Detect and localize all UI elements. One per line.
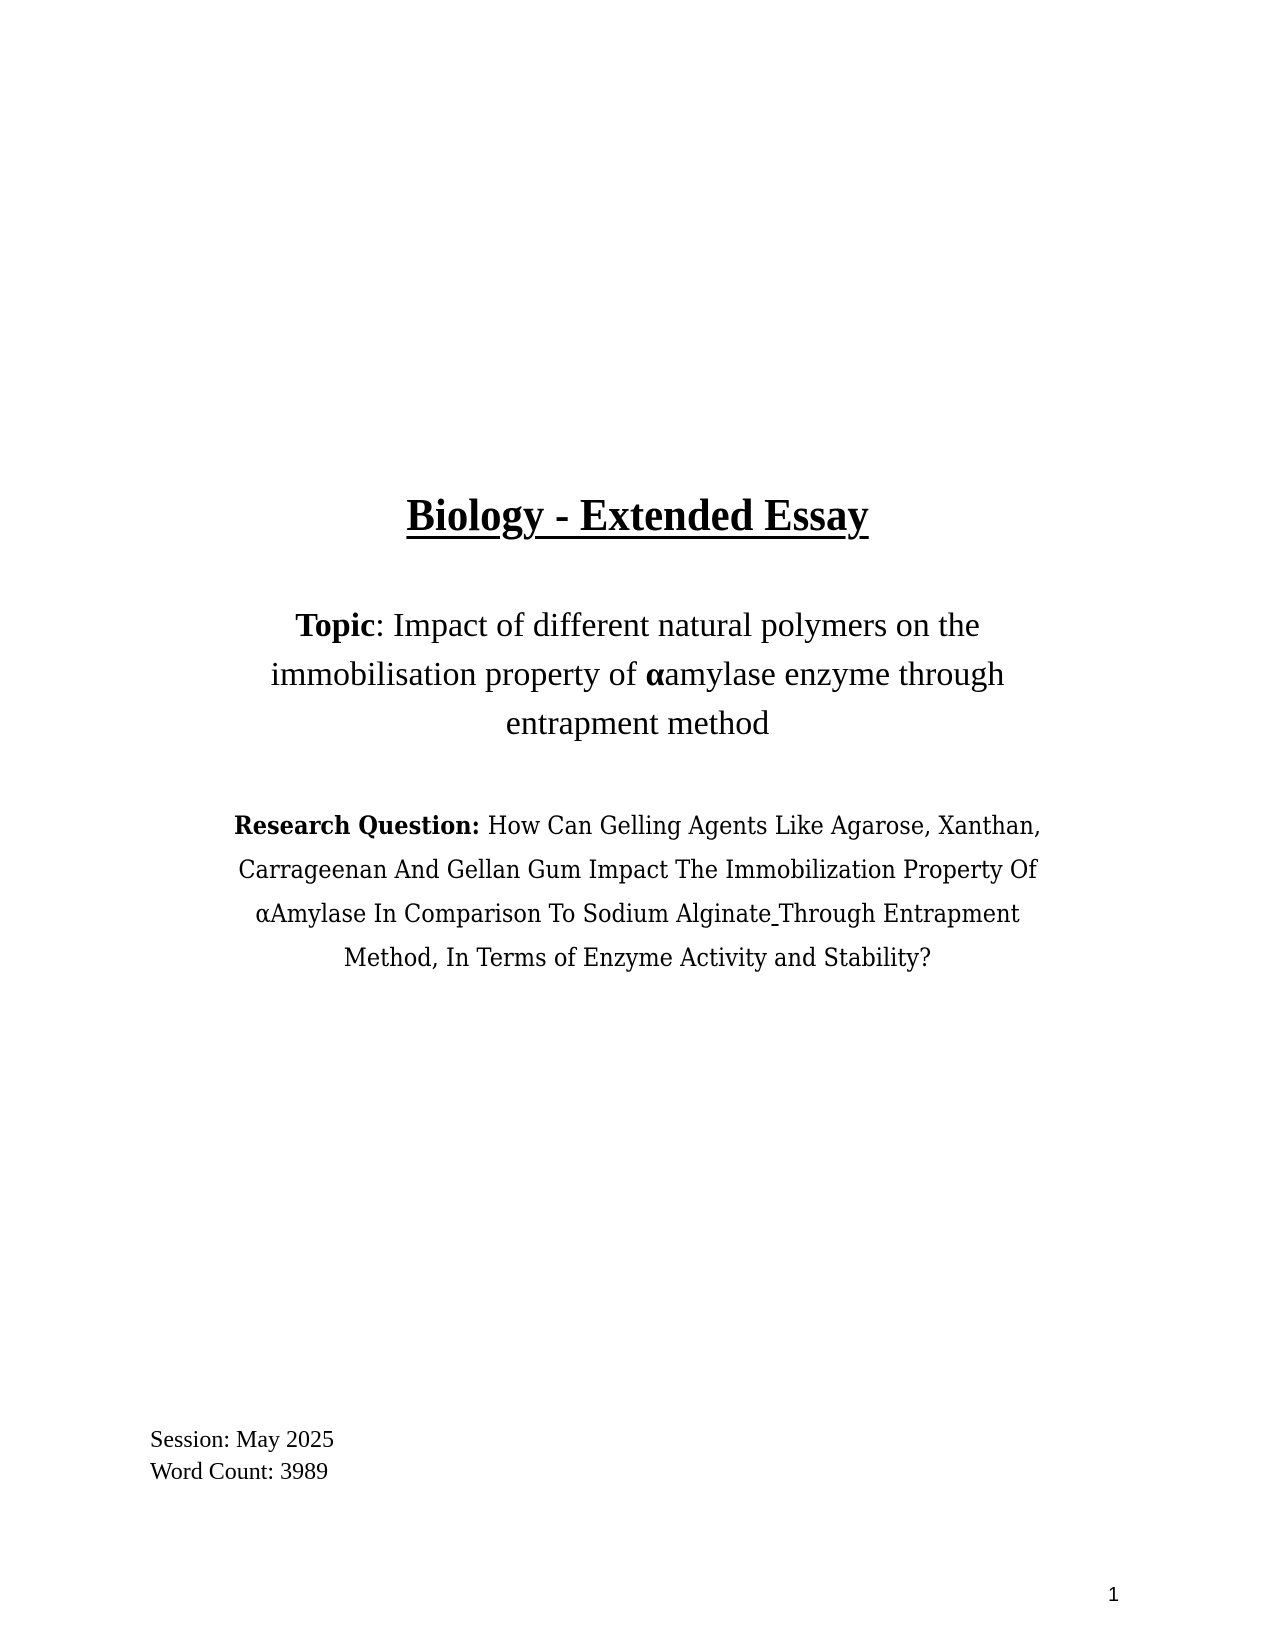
rq-line-1 xyxy=(199,804,1077,848)
topic-separator: : xyxy=(375,607,394,644)
rq-line-3-start: αAmylase In Comparison To Sodium Alginate xyxy=(255,899,772,928)
word-count: Word Count: 3989 xyxy=(150,1459,329,1485)
topic-line-2-end: amylase enzyme through xyxy=(664,656,1005,693)
topic-label: Topic xyxy=(295,607,376,644)
topic-line-2-start: immobilisation property of xyxy=(270,656,646,693)
research-question-label: Research Question xyxy=(234,811,472,840)
rq-line-4: Method, In Terms of Enzyme Activity and Stability? xyxy=(343,943,932,972)
research-question-separator: : xyxy=(471,811,488,840)
rq-line-3-end: Through Entrapment xyxy=(778,899,1020,928)
topic-line-1: Impact of different natural polymers on the xyxy=(393,607,980,644)
page-number: 1 xyxy=(1108,1584,1120,1606)
session-info: Session: May 2025 xyxy=(150,1427,335,1453)
topic-line-3: entrapment method xyxy=(505,705,770,742)
essay-meta xyxy=(150,1424,334,1488)
topic-block xyxy=(150,601,1125,748)
title-text: Biology - Extended Essay xyxy=(406,489,869,540)
rq-line-2: Carrageenan And Gellan Gum Impact The Immobilization Property Of xyxy=(238,855,1037,884)
research-question-block xyxy=(150,804,1125,980)
rq-line-3 xyxy=(199,892,1077,936)
rq-line-1-text: How Can Gelling Agents Like Agarose, Xanthan, xyxy=(487,811,1041,840)
page-title xyxy=(0,490,1275,540)
alpha-symbol: α xyxy=(645,656,665,693)
